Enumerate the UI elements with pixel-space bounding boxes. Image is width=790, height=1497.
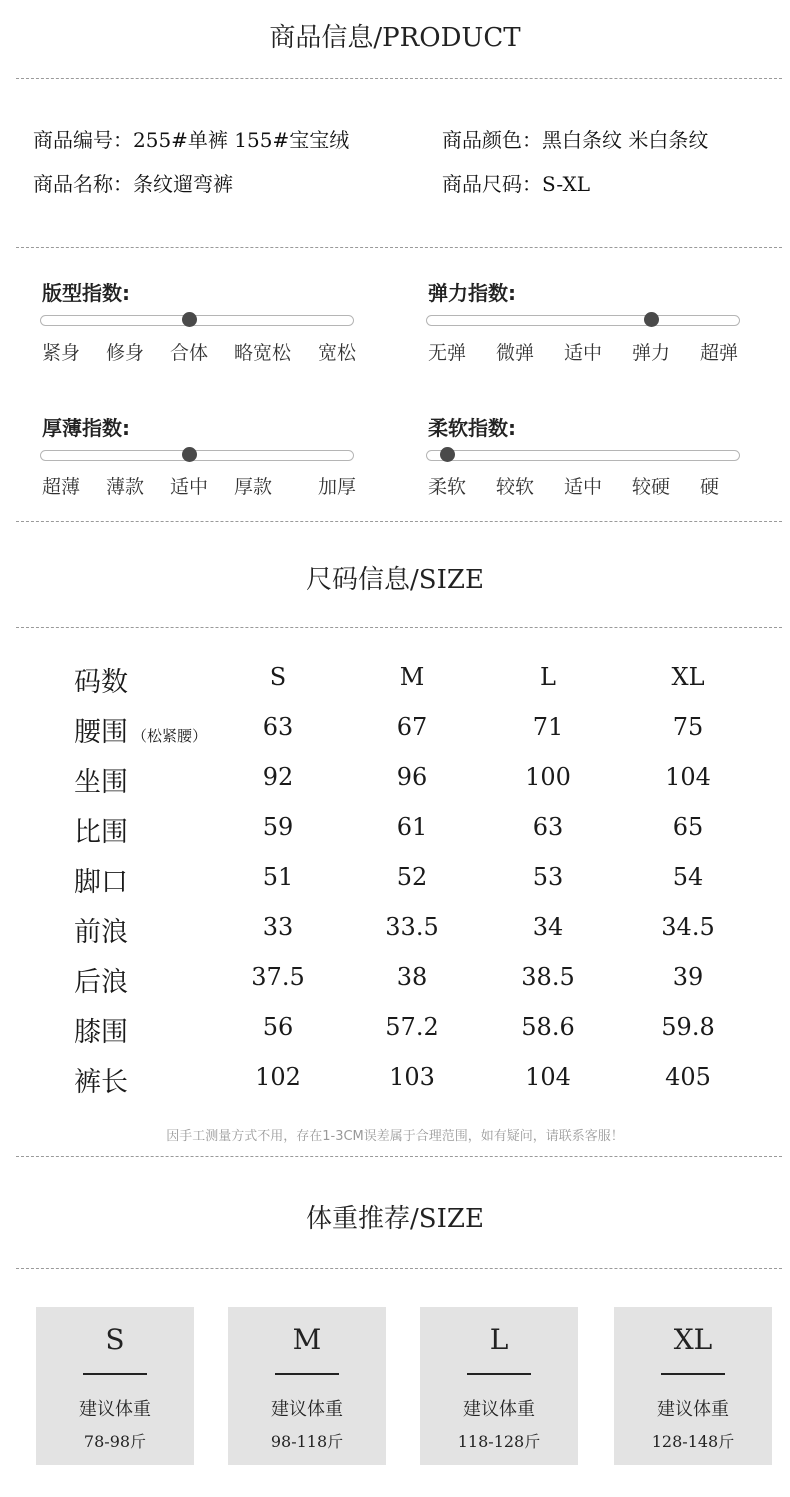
table-cell: 34.5 — [661, 913, 715, 941]
product-code: 商品编号：255#单裤 155#宝宝绒 — [33, 128, 350, 152]
table-cell: 405 — [665, 1063, 711, 1091]
gauge-scale-label: 薄款 — [106, 476, 145, 498]
card-label: 建议体重 — [79, 1399, 151, 1420]
gauge-scale-label: 合体 — [170, 342, 209, 364]
row-label-text: 裤长 — [74, 1067, 128, 1098]
card-underline — [83, 1373, 147, 1375]
card-label: 建议体重 — [463, 1399, 535, 1420]
card-weight-range: 78-98斤 — [83, 1432, 147, 1451]
table-cell: 33 — [262, 913, 294, 941]
gauge-scale-label: 弹力 — [632, 342, 671, 364]
divider — [16, 247, 782, 248]
row-label-text: 比围 — [74, 817, 128, 848]
table-cell: 63 — [532, 813, 564, 841]
product-size: 商品尺码：S-XL — [442, 172, 590, 196]
table-header-size: L — [540, 663, 556, 691]
weight-card-m — [228, 1307, 386, 1465]
gauge-title: 厚薄指数: — [42, 416, 130, 440]
gauge-scale-label: 适中 — [564, 342, 603, 364]
gauge-scale-label: 厚款 — [234, 476, 273, 498]
size-section-title: 尺码信息/SIZE — [306, 565, 484, 595]
table-cell: 61 — [396, 813, 428, 841]
table-row-label — [74, 760, 128, 799]
table-cell: 38.5 — [521, 963, 575, 991]
row-label-text: 膝围 — [74, 1017, 128, 1048]
gauge-indicator — [182, 447, 197, 462]
row-label-text: 后浪 — [74, 967, 128, 998]
gauge-scale-label: 柔软 — [428, 476, 467, 498]
table-cell: 104 — [525, 1063, 571, 1091]
table-cell: 52 — [396, 863, 428, 891]
table-cell: 51 — [262, 863, 294, 891]
gauge-scale-label: 修身 — [106, 342, 145, 364]
card-weight-range: 98-118斤 — [270, 1432, 344, 1451]
table-cell: 102 — [255, 1063, 301, 1091]
table-cell: 57.2 — [385, 1013, 439, 1041]
table-row-label — [74, 960, 128, 999]
table-header-label: 码数 — [74, 667, 128, 698]
table-row-label — [74, 860, 128, 899]
gauge-scale-label: 较硬 — [632, 476, 671, 498]
table-row-label — [74, 810, 128, 849]
weight-card-l — [420, 1307, 578, 1465]
table-cell: 59 — [262, 813, 294, 841]
gauge-track — [40, 450, 354, 461]
divider — [16, 78, 782, 79]
gauge-track — [40, 315, 354, 326]
weight-card-xl — [614, 1307, 772, 1465]
table-cell: 96 — [396, 763, 428, 791]
gauge-scale-label: 较软 — [496, 476, 535, 498]
gauge-scale-label: 硬 — [700, 476, 720, 498]
table-cell: 33.5 — [385, 913, 439, 941]
gauge-scale-label: 适中 — [564, 476, 603, 498]
table-cell: 54 — [672, 863, 704, 891]
table-cell: 59.8 — [661, 1013, 715, 1041]
table-row-label — [74, 710, 207, 749]
table-header-size: XL — [671, 663, 705, 691]
divider — [16, 1268, 782, 1269]
table-cell: 65 — [672, 813, 704, 841]
row-label-text: 腰围 — [74, 717, 128, 748]
table-row-label — [74, 1010, 128, 1049]
table-cell: 92 — [262, 763, 294, 791]
table-row-label — [74, 910, 128, 949]
gauge-scale-label: 微弹 — [496, 342, 535, 364]
table-cell: 39 — [672, 963, 704, 991]
weight-section-title: 体重推荐/SIZE — [306, 1204, 484, 1234]
card-underline — [661, 1373, 725, 1375]
table-cell: 58.6 — [521, 1013, 575, 1041]
row-label-note: （松紧腰） — [132, 727, 208, 745]
card-underline — [467, 1373, 531, 1375]
card-label: 建议体重 — [271, 1399, 343, 1420]
table-cell: 63 — [262, 713, 294, 741]
table-cell: 38 — [396, 963, 428, 991]
card-underline — [275, 1373, 339, 1375]
table-header-size: M — [399, 663, 425, 691]
card-size: M — [292, 1323, 322, 1356]
card-size: S — [105, 1323, 125, 1356]
gauge-scale-label: 无弹 — [428, 342, 467, 364]
gauge-indicator — [644, 312, 659, 327]
divider — [16, 1156, 782, 1157]
gauge-scale-label: 加厚 — [318, 476, 357, 498]
card-weight-range: 128-148斤 — [651, 1432, 735, 1451]
table-cell: 104 — [665, 763, 711, 791]
table-cell: 75 — [672, 713, 704, 741]
gauge-title: 柔软指数: — [428, 416, 516, 440]
table-cell: 71 — [532, 713, 564, 741]
product-name: 商品名称：条纹遛弯裤 — [33, 172, 233, 196]
gauge-title: 弹力指数: — [428, 281, 516, 305]
table-cell: 34 — [532, 913, 564, 941]
gauge-scale-label: 略宽松 — [234, 342, 292, 364]
table-cell: 37.5 — [251, 963, 305, 991]
gauge-track — [426, 315, 740, 326]
row-label-text: 前浪 — [74, 917, 128, 948]
weight-card-s — [36, 1307, 194, 1465]
gauge-title: 版型指数: — [42, 281, 130, 305]
row-label-text: 脚口 — [74, 867, 128, 898]
row-label-text: 坐围 — [74, 767, 128, 798]
product-color: 商品颜色：黑白条纹 米白条纹 — [442, 128, 709, 152]
measurement-footnote: 因手工测量方式不用，存在1-3CM误差属于合理范围，如有疑问，请联系客服！ — [166, 1129, 624, 1144]
product-section-title: 商品信息/PRODUCT — [269, 23, 521, 53]
table-cell: 67 — [396, 713, 428, 741]
gauge-scale-label: 超薄 — [42, 476, 81, 498]
card-weight-range: 118-128斤 — [457, 1432, 541, 1451]
card-size: XL — [673, 1323, 713, 1356]
card-label: 建议体重 — [657, 1399, 729, 1420]
gauge-scale-label: 紧身 — [42, 342, 81, 364]
table-cell: 103 — [389, 1063, 435, 1091]
table-row-label — [74, 1060, 128, 1099]
gauge-indicator — [182, 312, 197, 327]
table-cell: 100 — [525, 763, 571, 791]
table-cell: 56 — [262, 1013, 294, 1041]
divider — [16, 627, 782, 628]
table-header-size: S — [269, 663, 287, 691]
table-cell: 53 — [532, 863, 564, 891]
gauge-scale-label: 适中 — [170, 476, 209, 498]
gauge-scale-label: 宽松 — [318, 342, 357, 364]
gauge-track — [426, 450, 740, 461]
card-size: L — [489, 1323, 509, 1356]
gauge-scale-label: 超弹 — [700, 342, 739, 364]
divider — [16, 521, 782, 522]
gauge-indicator — [440, 447, 455, 462]
